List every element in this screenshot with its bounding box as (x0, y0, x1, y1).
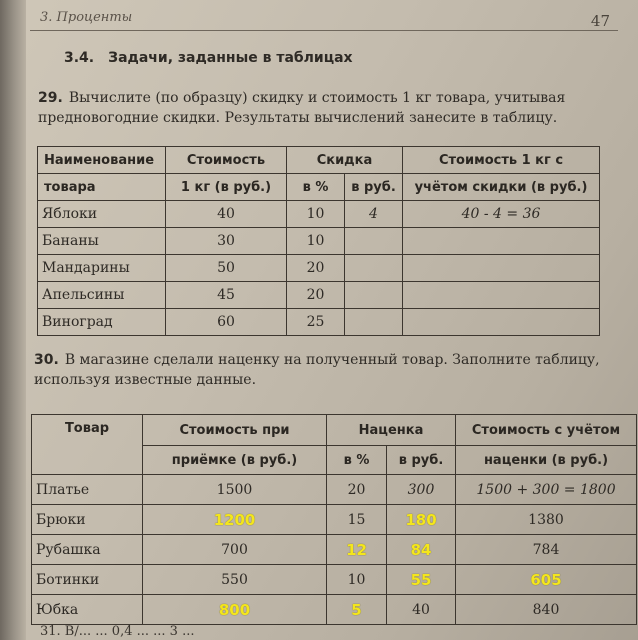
table-row: Апельсины 45 20 (38, 282, 600, 309)
section-number: 3.4. (64, 50, 95, 66)
header-cost: Стоимость при (143, 415, 327, 446)
answer-value: 1200 (143, 505, 327, 535)
chapter-title: 3. Проценты (40, 10, 133, 25)
task-30 (34, 350, 624, 390)
discount-table (37, 146, 600, 336)
header-price: Стоимость (166, 147, 287, 174)
table-row: Ботинки 550 10 55 605 (32, 565, 637, 595)
answer-value: 84 (387, 535, 456, 565)
task-number: 29. (38, 90, 63, 106)
section-title (64, 50, 353, 66)
header-cost-line2: приёмке (в руб.) (143, 446, 327, 475)
task-29 (38, 88, 598, 128)
header-divider (30, 30, 618, 31)
header-result: Стоимость 1 кг с (403, 147, 600, 174)
table-row: Яблоки 40 10 4 40 - 4 = 36 (38, 201, 600, 228)
header-name-line2: товара (38, 174, 166, 201)
book-binding (0, 0, 26, 640)
answer-value: 12 (327, 535, 387, 565)
header-name: Наименование (38, 147, 166, 174)
header-discount-rub: в руб. (345, 174, 403, 201)
header-name: Товар (32, 415, 143, 475)
table-row: Мандарины 50 20 (38, 255, 600, 282)
header-markup-pct: в % (327, 446, 387, 475)
header-result: Стоимость с учётом (456, 415, 637, 446)
answer-value: 5 (327, 595, 387, 625)
header-markup-rub: в руб. (387, 446, 456, 475)
table-row: Бананы 30 10 (38, 228, 600, 255)
section-title-text: Задачи, заданные в таблицах (108, 50, 353, 66)
task-number: 30. (34, 352, 59, 368)
answer-value: 55 (387, 565, 456, 595)
header-discount-pct: в % (287, 174, 345, 201)
answer-value: 605 (456, 565, 637, 595)
header-price-line2: 1 кг (в руб.) (166, 174, 287, 201)
header-result-line2: наценки (в руб.) (456, 446, 637, 475)
answer-value: 180 (387, 505, 456, 535)
task-text: Вычислите (по образцу) скидку и стоимость 1 кг товара, учитывая предновогодние скидки. Результаты вычислений занесите в таблицу. (38, 90, 566, 126)
task-text: В магазине сделали наценку на полученный товар. Заполните таблицу, используя известные данные. (34, 352, 600, 388)
table-row: Платье 1500 20 300 1500 + 300 = 1800 (32, 475, 637, 505)
header-markup: Наценка (327, 415, 456, 446)
markup-table (31, 414, 637, 625)
table-row: Юбка 800 5 40 840 (32, 595, 637, 625)
header-discount: Скидка (287, 147, 403, 174)
table-row: Виноград 60 25 (38, 309, 600, 336)
page-number: 47 (590, 12, 610, 30)
table-row: Рубашка 700 12 84 784 (32, 535, 637, 565)
header-result-line2: учётом скидки (в руб.) (403, 174, 600, 201)
table-row: Брюки 1200 15 180 1380 (32, 505, 637, 535)
answer-value: 800 (143, 595, 327, 625)
next-task-fragment: 31. В/... ... 0,4 ... ... 3 ... (40, 624, 195, 639)
